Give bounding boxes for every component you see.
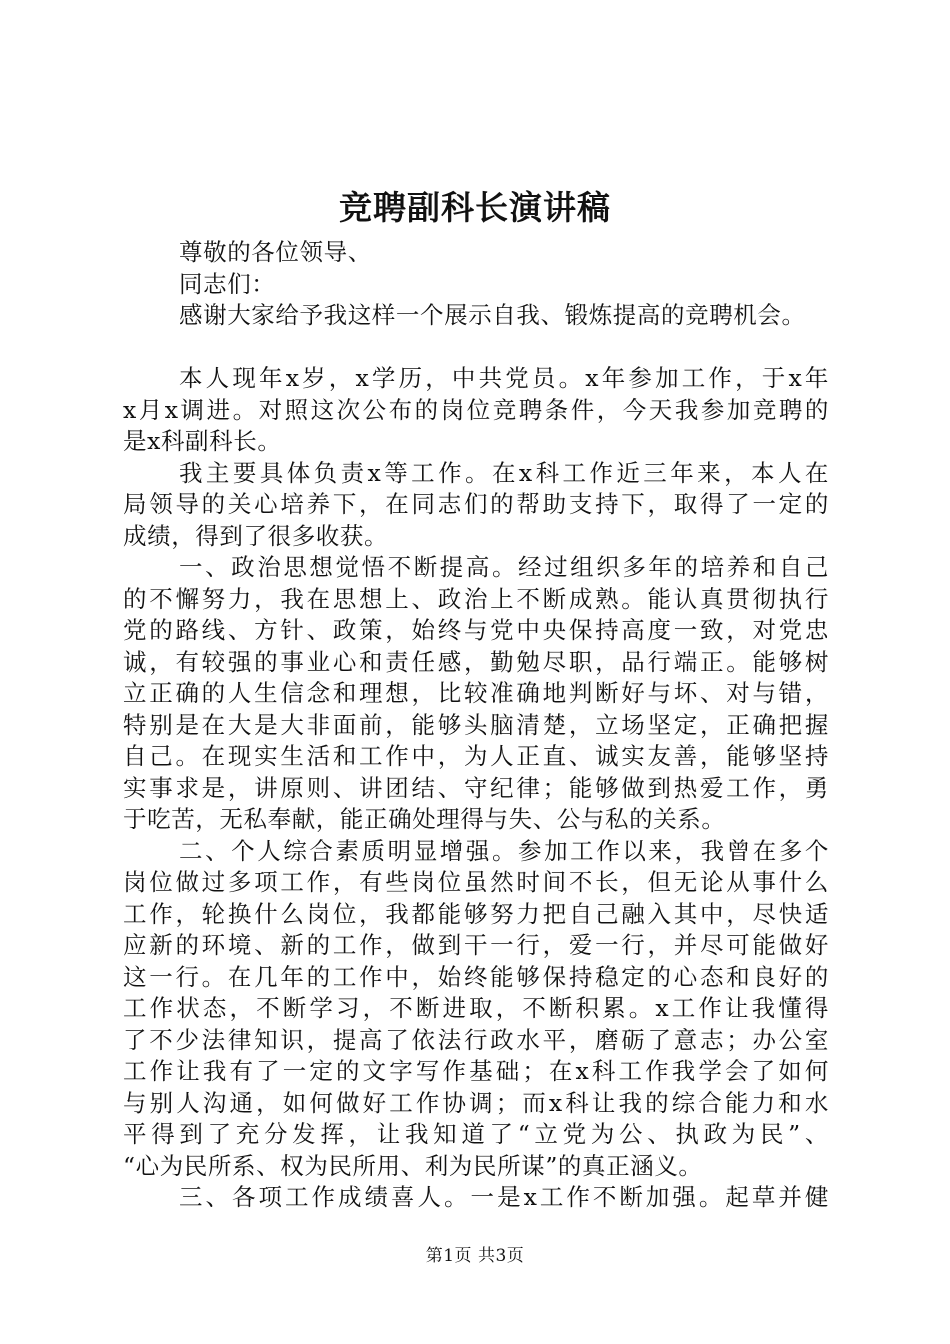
text-line: 二、个人综合素质明显增强。参加工作以来，我曾在多个 [179, 836, 829, 865]
text-line: 岗位做过多项工作，有些岗位虽然时间不长，但无论从事什么 [123, 868, 829, 896]
text-line: 实事求是，讲原则、讲团结、守纪律；能够做到热爱工作，勇 [123, 773, 829, 802]
text-line: 这一行。在几年的工作中，始终能够保持稳定的心态和良好的 [123, 962, 829, 991]
document-body [123, 237, 829, 1214]
text-line: 诚，有较强的事业心和责任感，勤勉尽职，品行端正。能够树 [123, 647, 829, 676]
text-line: 了不少法律知识，提高了依法行政水平，磨砺了意志；办公室 [123, 1025, 829, 1054]
text-line: 党的路线、方针、政策，始终与党中央保持高度一致，对党忠 [123, 616, 829, 644]
text-line: 本人现年x岁，x学历，中共党员。x年参加工作，于x年 [179, 364, 829, 392]
document-title: 竞聘副科长演讲稿 [339, 188, 611, 227]
text-line: 工作让我有了一定的文字写作基础；在x科工作我学会了如何 [123, 1057, 829, 1085]
text-line: 特别是在大是大非面前，能够头脑清楚，立场坚定，正确把握 [123, 710, 829, 739]
text-line: 尊敬的各位领导、 [179, 238, 372, 266]
text-line: 是x科副科长。 [123, 427, 282, 455]
text-line: 立正确的人生信念和理想，比较准确地判断好与坏、对与错， [123, 679, 829, 707]
text-line: 局领导的关心培养下，在同志们的帮助支持下，取得了一定的 [123, 490, 829, 518]
text-line: 我主要具体负责x等工作。在x科工作近三年来，本人在 [179, 458, 829, 487]
text-line: 与别人沟通，如何做好工作协调；而x科让我的综合能力和水 [123, 1088, 829, 1117]
text-line: 感谢大家给予我这样一个展示自我、锻炼提高的竞聘机会。 [179, 301, 806, 329]
text-line: 自己。在现实生活和工作中，为人正直、诚实友善，能够坚持 [123, 742, 829, 770]
text-line: 平得到了充分发挥，让我知道了“立党为公、执政为民”、 [123, 1120, 829, 1148]
text-line: 同志们： [179, 269, 276, 298]
text-line [123, 332, 829, 364]
text-line: 应新的环境、新的工作，做到干一行，爱一行，并尽可能做好 [123, 931, 829, 959]
text-line: 工作，轮换什么岗位，我都能够努力把自己融入其中，尽快适 [123, 899, 829, 928]
text-line: 的不懈努力，我在思想上、政治上不断成熟。能认真贯彻执行 [123, 584, 829, 613]
text-line: 于吃苦，无私奉献，能正确处理得与失、公与私的关系。 [123, 805, 726, 833]
text-line: 一、政治思想觉悟不断提高。经过组织多年的培养和自己 [179, 553, 829, 581]
text-line: “心为民所系、权为民所用、利为民所谋”的真正涵义。 [123, 1151, 703, 1180]
page-footer: 第1页 共3页 [425, 1246, 525, 1266]
text-line: 工作状态，不断学习，不断进取，不断积累。x工作让我懂得 [123, 994, 829, 1022]
text-line: 成绩，得到了很多收获。 [123, 521, 389, 550]
text-line: 三、各项工作成绩喜人。一是x工作不断加强。起草并健 [179, 1183, 829, 1211]
text-line: x月x调进。对照这次公布的岗位竞聘条件，今天我参加竞聘的 [123, 395, 829, 424]
